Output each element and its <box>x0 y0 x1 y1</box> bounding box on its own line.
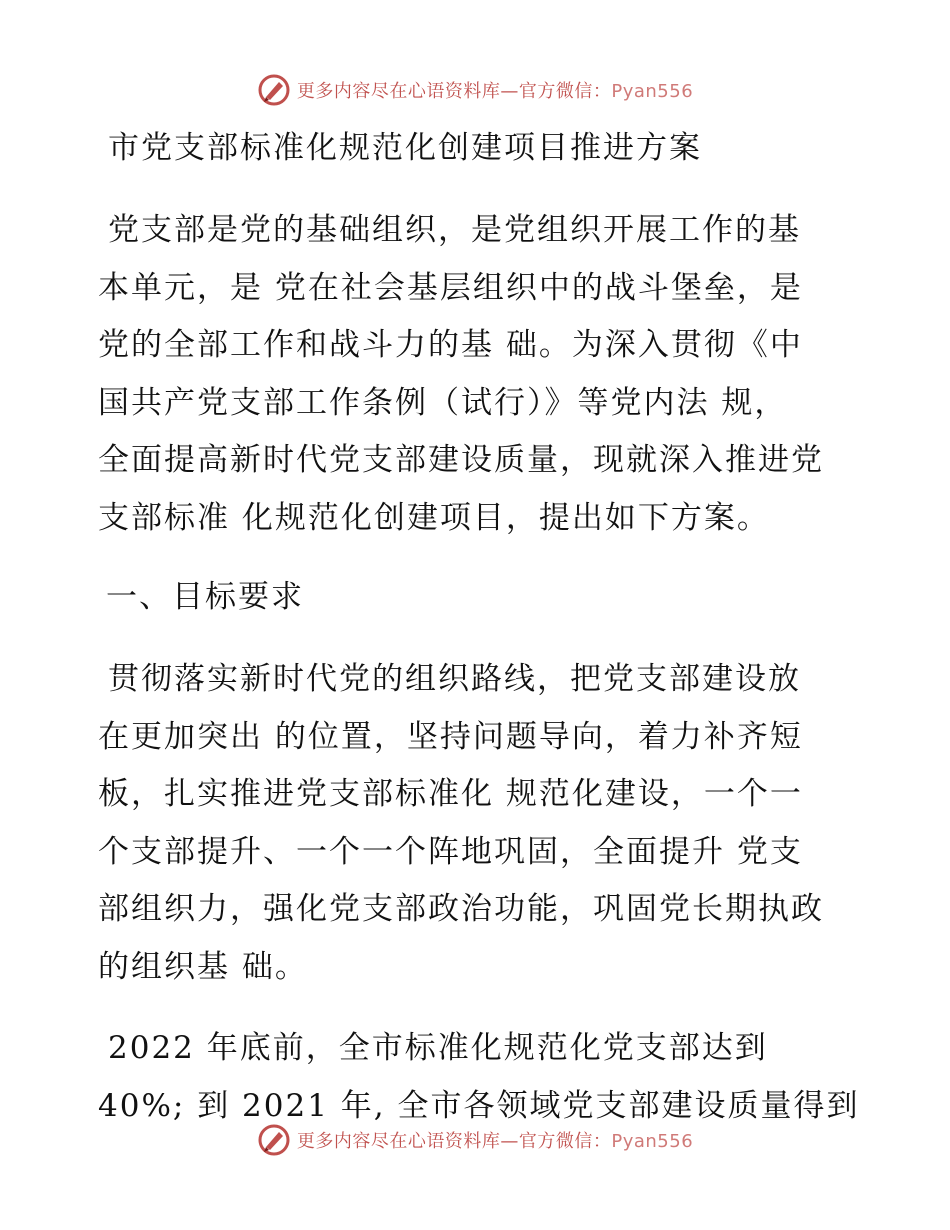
watermark-text: 更多内容尽在心语资料库—官方微信：Pyan556 <box>296 1131 694 1152</box>
goals-paragraph: 贯彻落实新时代党的组织路线，把党支部建设放 在更加突出 的位置，坚持问题导向，着力补齐短 板，扎实推进党支部标准化 规范化建设，一个一 个支部提升、一个一个阵地巩固，全面提升 党支 部组织力，强化党支部政治功能，巩固党长期执政 的组织基 础。 <box>98 661 824 985</box>
watermark-footer <box>0 1120 950 1160</box>
watermark-header <box>0 70 950 110</box>
targets-paragraph: 2022 年底前，全市标准化规范化党支部达到 40%; 到 2021 年, 全市各领域党支部建设质量得到 <box>98 1030 860 1124</box>
section-heading-goals: 一、目标要求 <box>106 579 304 615</box>
pen-logo-icon <box>257 1123 291 1157</box>
document-title: 市党支部标准化规范化创建项目推进方案 <box>108 130 702 166</box>
watermark-text: 更多内容尽在心语资料库—官方微信：Pyan556 <box>296 81 694 102</box>
intro-paragraph: 党支部是党的基础组织，是党组织开展工作的基 本单元，是 党在社会基层组织中的战斗堡垒，是 党的全部工作和战斗力的基 础。为深入贯彻《中 国共产党支部工作条例（试行）》等党内法 规， 全面提高新时代党支部建设质量，现就深入推进党 支部标准 化规范化创建项目，提出如下方案。 <box>98 212 824 536</box>
pen-logo-icon <box>257 73 291 107</box>
document-body <box>98 122 860 1159</box>
